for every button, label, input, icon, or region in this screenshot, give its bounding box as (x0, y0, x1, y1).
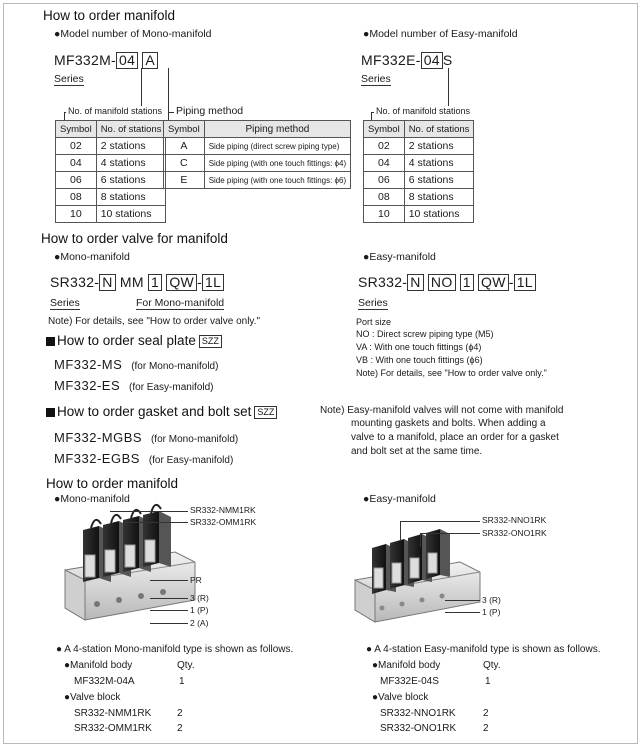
callout-label: 1 (P) (190, 605, 209, 615)
table-row: 04 4 stations (56, 155, 166, 172)
port-row: VA : With one touch fittings (ϕ4) (356, 342, 482, 352)
valve-easy-label: ●Easy-manifold (363, 251, 436, 263)
easy-valve-label: ●Valve block (372, 692, 429, 703)
mono-valve-qty: 2 (177, 723, 183, 734)
easy-valve-qty: 2 (483, 708, 489, 719)
table-header: Symbol (364, 121, 405, 138)
valve-mono-code: SR332- N MM 1 QW - 1L (50, 274, 224, 291)
connector-line (168, 112, 169, 120)
section-title-gasket-bolt: How to order gasket and bolt set SZZ (46, 404, 277, 419)
table-row: 04 4 stations (364, 155, 474, 172)
series-tag: SZZ (199, 335, 222, 348)
mono-valve-label: ●Valve block (64, 692, 121, 703)
callout-label: PR (190, 575, 202, 585)
gasket-note-line: valve to a manifold, place an order for a gasket (351, 432, 559, 443)
callout-label: SR332-OMM1RK (190, 517, 257, 527)
square-bullet-icon (46, 408, 55, 417)
section-title-order-valve: How to order valve for manifold (41, 231, 228, 246)
valve-mono-series: Series (50, 297, 80, 309)
table-row: 06 6 stations (56, 172, 166, 189)
for-mono-label: For Mono-manifold (136, 297, 225, 309)
callout-label: 3 (R) (190, 593, 209, 603)
mono-stations-table (55, 120, 166, 223)
mono-valve-code: SR332-NMM1RK (74, 708, 152, 719)
assembly-easy-label: ●Easy-manifold (363, 493, 436, 505)
stations-caption: No. of manifold stations (376, 106, 471, 116)
valve-mono-note: Note) For details, see "How to order valve only." (48, 316, 261, 327)
callout-line (150, 598, 188, 599)
mono-body-qty: 1 (179, 676, 185, 687)
section-title-order-manifold-2: How to order manifold (46, 476, 179, 491)
callout-label: 3 (R) (482, 595, 501, 605)
valve-easy-note: Note) For details, see "How to order valve only." (356, 368, 547, 378)
valve-mono-label: ●Mono-manifold (54, 251, 130, 263)
callout-line (445, 612, 480, 613)
table-header: No. of stations (404, 121, 474, 138)
easy-body-qty: 1 (485, 676, 491, 687)
table-row: 02 2 stations (364, 138, 474, 155)
callout-line (445, 600, 480, 601)
callout-label: 2 (A) (190, 618, 209, 628)
series-tag: SZZ (254, 406, 277, 419)
table-row: 02 2 stations (56, 138, 166, 155)
mono-body-code: MF332M-04A (74, 676, 135, 687)
seal-plate-item: MF332-ES (for Easy-manifold) (54, 378, 214, 393)
easy-caption: ● A 4-station Easy-manifold type is shown as follows. (366, 644, 601, 655)
easy-model-code (361, 52, 453, 69)
mono-model-label: ●Model number of Mono-manifold (54, 28, 212, 40)
callout-label: 1 (P) (482, 607, 501, 617)
callout-label: SR332-NNO1RK (482, 515, 547, 525)
qty-label: Qty. (483, 660, 501, 671)
seal-plate-item: MF332-MS (for Mono-manifold) (54, 357, 219, 372)
callout-line (400, 521, 480, 522)
valve-easy-code: SR332- N NO 1 QW - 1L (358, 274, 536, 291)
mono-manifold-image (55, 500, 205, 640)
callout-line (400, 521, 401, 541)
code-box-stations: 04 (116, 52, 138, 69)
stations-caption: No. of manifold stations (68, 106, 163, 116)
table-row: A Side piping (direct screw piping type) (164, 138, 351, 155)
gasket-item: MF332-MGBS (for Mono-manifold) (54, 430, 239, 445)
connector-line (371, 112, 372, 120)
mono-valve-qty: 2 (177, 708, 183, 719)
section-title-order-manifold: How to order manifold (43, 8, 176, 23)
easy-model-label: ●Model number of Easy-manifold (363, 28, 518, 40)
easy-valve-code: SR332-NNO1RK (380, 708, 456, 719)
square-bullet-icon (46, 337, 55, 346)
easy-body-code: MF332E-04S (380, 676, 439, 687)
table-row: C Side piping (with one touch fittings: ϕ4) (164, 155, 351, 172)
callout-label: SR332-NMM1RK (190, 505, 256, 515)
table-row: 10 10 stations (56, 206, 166, 223)
code-prefix: MF332M- (54, 52, 116, 68)
piping-method-table (163, 120, 351, 189)
port-row: NO : Direct screw piping type (M5) (356, 329, 494, 339)
easy-valve-qty: 2 (483, 723, 489, 734)
table-row: 08 8 stations (364, 189, 474, 206)
mono-series-label: Series (54, 73, 84, 85)
section-title-seal-plate: How to order seal plate SZZ (46, 333, 222, 348)
table-header: Piping method (204, 121, 350, 138)
piping-caption: Piping method (176, 105, 244, 117)
mono-valve-code: SR332-OMM1RK (74, 723, 152, 734)
easy-valve-code: SR332-ONO1RK (380, 723, 457, 734)
code-box-piping: A (142, 52, 158, 69)
gasket-note-line: and bolt set at the same time. (351, 446, 483, 457)
connector-line (168, 68, 169, 112)
table-row: 10 10 stations (364, 206, 474, 223)
gasket-item: MF332-EGBS (for Easy-manifold) (54, 451, 234, 466)
mono-body-label: ●Manifold body (64, 660, 133, 671)
code-prefix: MF332E- (361, 52, 421, 68)
table-header: No. of stations (96, 121, 166, 138)
table-header: Symbol (164, 121, 205, 138)
code-box-stations: 04 (421, 52, 443, 69)
easy-stations-table (363, 120, 474, 223)
callout-line (150, 610, 188, 611)
gasket-note-line: Note) Easy-manifold valves will not come with manifold (320, 405, 564, 416)
assembly-mono-label: ●Mono-manifold (54, 493, 130, 505)
valve-easy-series: Series (358, 297, 388, 309)
port-size-label: Port size (356, 317, 392, 327)
table-header: Symbol (56, 121, 97, 138)
port-row: VB : With one touch fittings (ϕ6) (356, 355, 483, 365)
callout-line (125, 522, 188, 523)
code-suffix: S (442, 52, 453, 68)
mono-caption: ● A 4-station Mono-manifold type is shown as follows. (56, 644, 294, 655)
callout-label: SR332-ONO1RK (482, 528, 547, 538)
callout-line (420, 533, 421, 547)
easy-body-label: ●Manifold body (372, 660, 441, 671)
gasket-note-line: mounting gaskets and bolts. When adding a (351, 418, 546, 429)
callout-line (150, 580, 188, 581)
connector-line (64, 112, 65, 120)
mono-model-code (54, 52, 158, 69)
callout-line (110, 511, 188, 512)
easy-series-label: Series (361, 73, 391, 85)
table-row: 06 6 stations (364, 172, 474, 189)
qty-label: Qty. (177, 660, 195, 671)
callout-line (420, 533, 480, 534)
table-row: 08 8 stations (56, 189, 166, 206)
table-row: E Side piping (with one touch fittings: ϕ6) (164, 172, 351, 189)
callout-line (150, 623, 188, 624)
